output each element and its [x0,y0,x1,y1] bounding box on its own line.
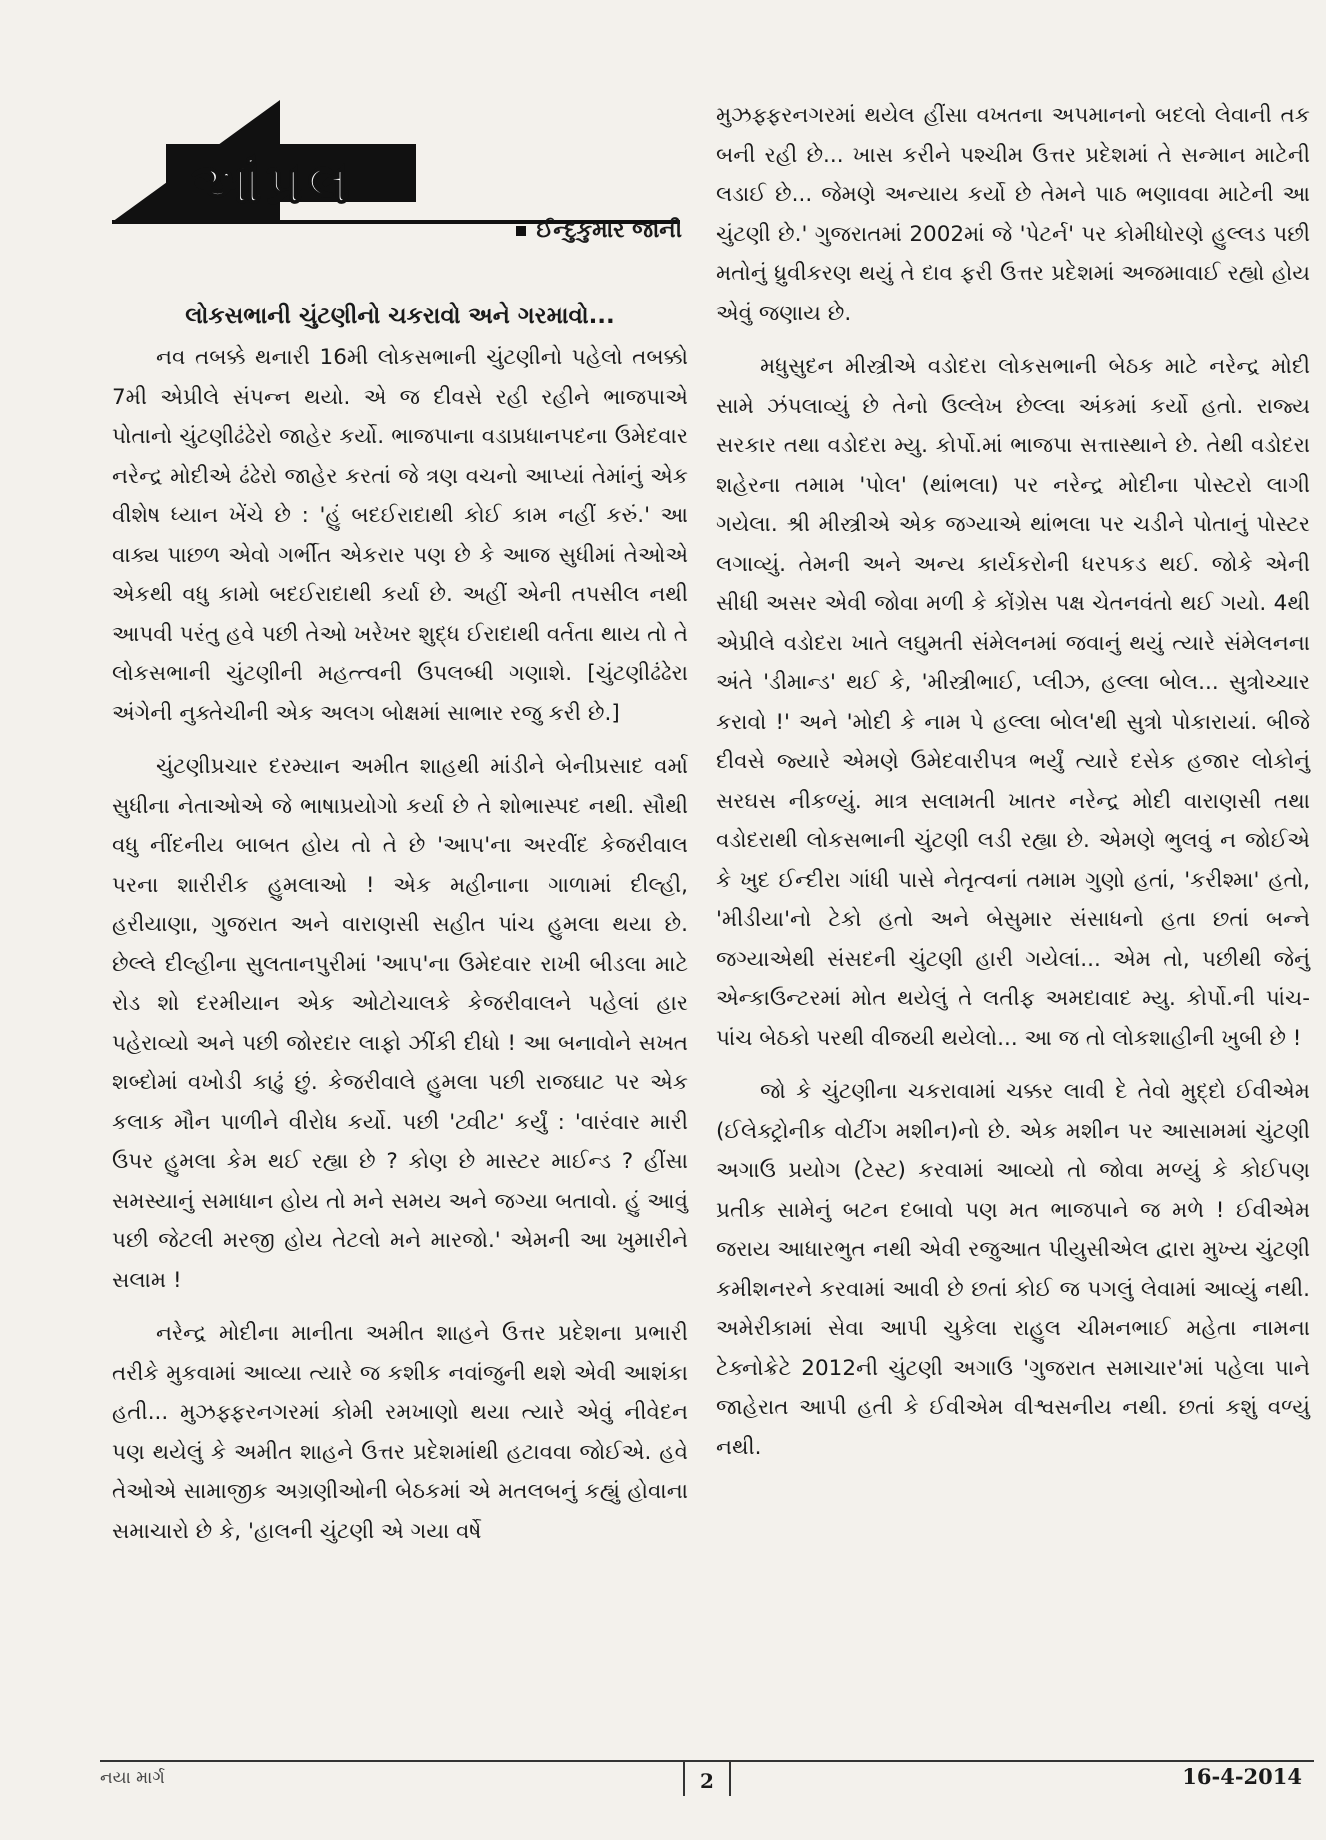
left-column [112,296,688,1565]
article-paragraph: જો કે ચુંટણીના ચકરાવામાં ચક્કર લાવી દે તેવો મુદ્દો ઈવીએમ (ઈલેક્ટ્રોનીક વોટીંગ મશીન)નો છે. એક મશીન પર આસામમાં ચુંટણી અગાઉ પ્રયોગ (ટેસ્ટ) કરવામાં આવ્યો તો જોવા મળ્યું કે કોઈપણ પ્રતીક સામેનું બટન દબાવો પણ મત ભાજપાને જ મળે ! ઈવીએમ જરાય આધારભુત નથી એવી રજુઆત પીયુસીએલ દ્વારા મુખ્ય ચુંટણી કમીશનરને કરવામાં આવી છે છતાં કોઈ જ પગલું લેવામાં આવ્યું નથી. અમેરીકામાં સેવા આપી ચુકેલા રાહુલ ચીમનભાઈ મહેતા નામના ટેક્નોક્રેટે 2012ની ચુંટણી અગાઉ 'ગુજરાત સમાચાર'માં પહેલા પાને જાહેરાત આપી હતી કે ઈવીએમ વીશ્વસનીય નથી. છતાં કશું વળ્યું નથી. [716,1079,1310,1460]
article-paragraph: નવ તબક્કે થનારી 16મી લોકસભાની ચુંટણીનો પહેલો તબક્કો 7મી એપ્રીલે સંપન્ન થયો. એ જ દીવસે રહી રહીને ભાજપાએ પોતાનો ચુંટણીઢંઢેરો જાહેર કર્યો. ભાજપાના વડાપ્રધાનપદના ઉમેદવાર નરેન્દ્ર મોદીએ ઢંઢેરો જાહેર કરતાં જે ત્રણ વચનો આપ્યાં તેમાંનું એક વીશેષ ધ્યાન ખેંચે છે : 'હું બદઈરાદાથી કોઈ કામ નહીં કરું.' આ વાક્ય પાછળ એવો ગર્ભીત એકરાર પણ છે કે આજ સુધીમાં તેઓએ એકથી વધુ કામો બદઈરાદાથી કર્યા છે. અહીં એની તપસીલ નથી આપવી પરંતુ હવે પછી તેઓ ખરેખર શુદ્ધ ઈરાદાથી વર્તતા થાય તો તે લોકસભાની ચુંટણીની મહત્ત્વની ઉપલબ્ધી ગણાશે. [ચુંટણીઢંઢેરા અંગેની નુક્તેચીની એક અલગ બોક્ષમાં સાભાર રજુ કરી છે.] [112,345,688,726]
article-paragraph: મધુસુદન મીસ્ત્રીએ વડોદરા લોકસભાની બેઠક માટે નરેન્દ્ર મોદી સામે ઝંપલાવ્યું છે તેનો ઉલ્લેખ છેલ્લા અંકમાં કર્યો હતો. રાજ્ય સરકાર તથા વડોદરા મ્યુ. કોર્પો.માં ભાજપા સત્તાસ્થાને છે. તેથી વડોદરા શહેરના તમામ 'પોલ' (થાંભલા) પર નરેન્દ્ર મોદીના પોસ્ટરો લાગી ગયેલા. શ્રી મીસ્ત્રીએ એક જગ્યાએ થાંભલા પર ચડીને પોતાનું પોસ્ટર લગાવ્યું. તેમની અને અન્ય કાર્યકરોની ધરપકડ થઈ. જોકે એની સીધી અસર એવી જોવા મળી કે કોંગ્રેસ પક્ષ ચેતનવંતો થઈ ગયો. 4થી એપ્રીલે વડોદરા ખાતે લઘુમતી સંમેલનમાં જવાનું થયું ત્યારે સંમેલનના અંતે 'ડીમાન્ડ' થઈ કે, 'મીસ્ત્રીભાઈ, પ્લીઝ, હલ્લા બોલ... સુત્રોચ્ચાર કરાવો !' અને 'મોદી કે નામ પે હલ્લા બોલ'થી સુત્રો પોકારાયાં. બીજે દીવસે જ્યારે એમણે ઉમેદવારીપત્ર ભર્યું ત્યારે દસેક હજાર લોકોનું સરઘસ નીકળ્યું. માત્ર સલામતી ખાતર નરેન્દ્ર મોદી વારાણસી તથા વડોદરાથી લોકસભાની ચુંટણી લડી રહ્યા છે. એમણે ભુલવું ન જોઈએ કે ખુદ ઈન્દીરા ગાંધી પાસે નેતૃત્વનાં તમામ ગુણો હતાં, 'કરીશ્મા' હતો, 'મીડીયા'નો ટેકો હતો અને બેસુમાર સંસાધનો હતા છતાં બન્ને જગ્યાએથી સંસદની ચુંટણી હારી ગયેલાં... એમ તો, પછીથી જેનું એન્કાઉન્ટરમાં મોત થયેલું તે લતીફ અમદાવાદ મ્યુ. કોર્પો.ની પાંચ-પાંચ બેઠકો પરથી વીજયી થયેલો... આ જ તો લોકશાહીની ખુબી છે ! [716,354,1310,1051]
article-paragraph: ચુંટણીપ્રચાર દરમ્યાન અમીત શાહથી માંડીને બેનીપ્રસાદ વર્મા સુધીના નેતાઓએ જે ભાષાપ્રયોગો કર્યા છે તે શોભાસ્પદ નથી. સૌથી વધુ નીંદનીય બાબત હોય તો તે છે 'આપ'ના અરવીંદ કેજરીવાલ પરના શારીરીક હુમલાઓ ! એક મહીનાના ગાળામાં દીલ્હી, હરીયાણા, ગુજરાત અને વારાણસી સહીત પાંચ હુમલા થયા છે. છેલ્લે દીલ્હીના સુલતાનપુરીમાં 'આપ'ના ઉમેદવાર રાખી બીડલા માટે રોડ શો દરમીયાન એક ઓટોચાલકે કેજરીવાલને પહેલાં હાર પહેરાવ્યો અને પછી જોરદાર લાફો ઝીંકી દીધો ! આ બનાવોને સખત શબ્દોમાં વખોડી કાઢું છું. કેજરીવાલે હુમલા પછી રાજઘાટ પર એક કલાક મૌન પાળીને વીરોધ કર્યો. પછી 'ટ્વીટ' કર્યું : 'વારંવાર મારી ઉપર હુમલા કેમ થઈ રહ્યા છે ? કોણ છે માસ્ટર માઈન્ડ ? હીંસા સમસ્યાનું સમાધાન હોય તો મને સમય અને જગ્યા બતાવો. હું આવું પછી જેટલી મરજી હોય તેટલો મને મારજો.' એમની આ ખુમારીને સલામ ! [112,754,688,1293]
publication-name: નયા માર્ગ [100,1768,165,1788]
author-name: ઈન્દુકુમાર જાની [536,218,682,243]
page-number: 2 [683,1762,731,1796]
article-paragraph: મુઝફ્ફરનગરમાં થયેલ હીંસા વખતના અપમાનનો બદલો લેવાની તક બની રહી છે... ખાસ કરીને પશ્ચીમ ઉત્તર પ્રદેશમાં તે સન્માન માટેની લડાઈ છે... જેમણે અન્યાય કર્યો છે તેમને પાઠ ભણાવવા માટેની આ ચુંટણી છે.' ગુજરાતમાં 2002માં જે 'પેટર્ન' પર કોમીધોરણે હુલ્લડ પછી મતોનું ધ્રુવીકરણ થયું તે દાવ ફરી ઉત્તર પ્રદેશમાં અજમાવાઈ રહ્યો હોય એવું જણાય છે. [716,103,1310,326]
article-headline: લોકસભાની ચુંટણીનો ચકરાવો અને ગરમાવો... [185,303,615,329]
article-paragraph: નરેન્દ્ર મોદીના માનીતા અમીત શાહને ઉત્તર પ્રદેશના પ્રભારી તરીકે મુકવામાં આવ્યા ત્યારે જ કશીક નવાંજુની થશે એવી આશંકા હતી... મુઝફ્ફરનગરમાં કોમી રમખાણો થયા ત્યારે એવું નીવેદન પણ થયેલું કે અમીત શાહને ઉત્તર પ્રદેશમાંથી હટાવવા જોઈએ. હવે તેઓએ સામાજીક અગ્રણીઓની બેઠકમાં એ મતલબનું કહ્યું હોવાના સમાચારો છે કે, 'હાલની ચુંટણી એ ગયા વર્ષે [112,1321,688,1544]
square-bullet-icon [516,226,526,236]
issue-date: 16-4-2014 [1182,1764,1302,1789]
column-logo-text: આંપ્રલ [192,152,355,215]
author-byline [420,218,682,243]
right-column [716,96,1310,1481]
